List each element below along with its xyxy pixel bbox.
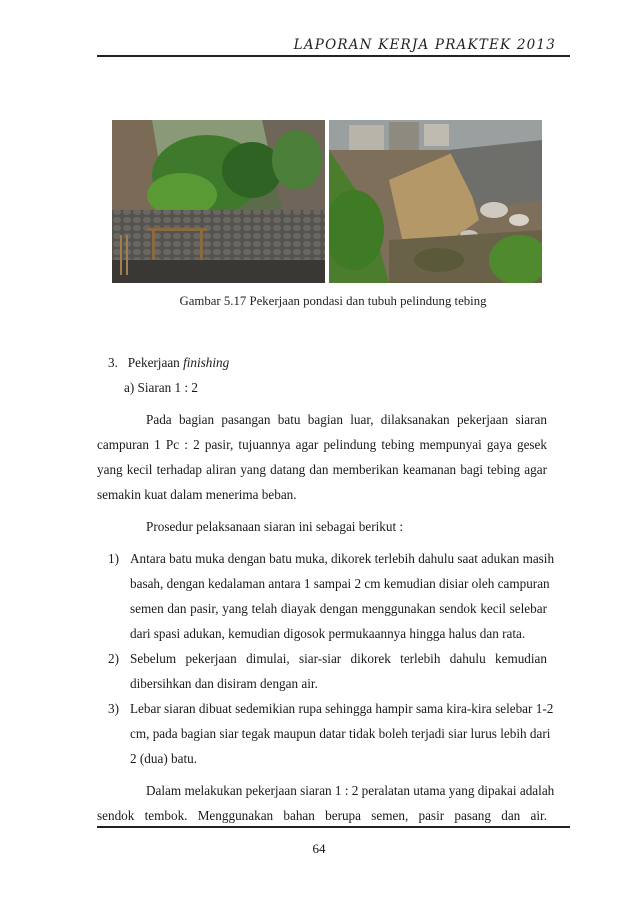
list-line: Sebelum pekerjaan dimulai, siar-siar dikorek terlebih dahulu kemudian bbox=[130, 651, 547, 666]
list-line: cm, pada bagian siar tegak maupun datar tidak boleh terjadi siar lurus lebih dari bbox=[130, 726, 551, 741]
photo-foundation-work bbox=[112, 120, 325, 283]
paragraph-line: yang kecil terhadap aliran yang datang dan memberikan keamanan bagi tebing agar bbox=[97, 462, 547, 477]
paragraph-line: Pada bagian pasangan batu bagian luar, dilaksanakan pekerjaan siaran bbox=[146, 412, 547, 427]
subsection-heading: a) Siaran 1 : 2 bbox=[124, 380, 198, 395]
list-line: basah, dengan kedalaman antara 1 sampai 2 cm kemudian disiar oleh campuran bbox=[130, 576, 550, 591]
photo-slope-protection bbox=[329, 120, 542, 283]
list-line: Antara batu muka dengan batu muka, dikorek terlebih dahulu saat adukan masih bbox=[130, 551, 555, 566]
figure-photos bbox=[112, 120, 542, 283]
section-title: Pekerjaan bbox=[127, 355, 184, 370]
page-number: 64 bbox=[312, 841, 326, 856]
list-line: 2 (dua) batu. bbox=[130, 751, 198, 766]
section-heading bbox=[108, 355, 229, 371]
section-number: 3. bbox=[108, 355, 118, 370]
list-number: 1) bbox=[108, 551, 119, 566]
paragraph-line: semakin kuat dalam menerima beban. bbox=[97, 487, 297, 502]
paragraph-line: Dalam melakukan pekerjaan siaran 1 : 2 peralatan utama yang dipakai adalah bbox=[146, 783, 555, 798]
list-line: dibersihkan dan disiram dengan air. bbox=[130, 676, 318, 691]
paragraph-line: sendok tembok. Menggunakan bahan berupa semen, pasir pasang dan air. bbox=[97, 808, 547, 823]
paragraph-2: Prosedur pelaksanaan siaran ini sebagai berikut : bbox=[146, 519, 404, 534]
list-number: 3) bbox=[108, 701, 119, 716]
list-number: 2) bbox=[108, 651, 119, 666]
figure-caption: Gambar 5.17 Pekerjaan pondasi dan tubuh pelindung tebing bbox=[179, 294, 487, 308]
header-title: LAPORAN KERJA PRAKTEK 2013 bbox=[293, 37, 556, 53]
list-line: Lebar siaran dibuat sedemikian rupa sehingga hampir sama kira-kira selebar 1-2 bbox=[130, 701, 554, 716]
section-title-italic: finishing bbox=[183, 355, 230, 370]
paragraph-line: campuran 1 Pc : 2 pasir, tujuannya agar pelindung tebing mempunyai gaya gesek bbox=[97, 437, 547, 452]
list-line: semen dan pasir, yang telah diayak dengan menggunakan sendok kecil selebar bbox=[130, 601, 547, 616]
header-rule bbox=[97, 55, 570, 57]
list-line: dari spasi adukan, kemudian digosok permukaannya hingga halus dan rata. bbox=[130, 626, 526, 641]
footer-rule bbox=[97, 826, 570, 828]
